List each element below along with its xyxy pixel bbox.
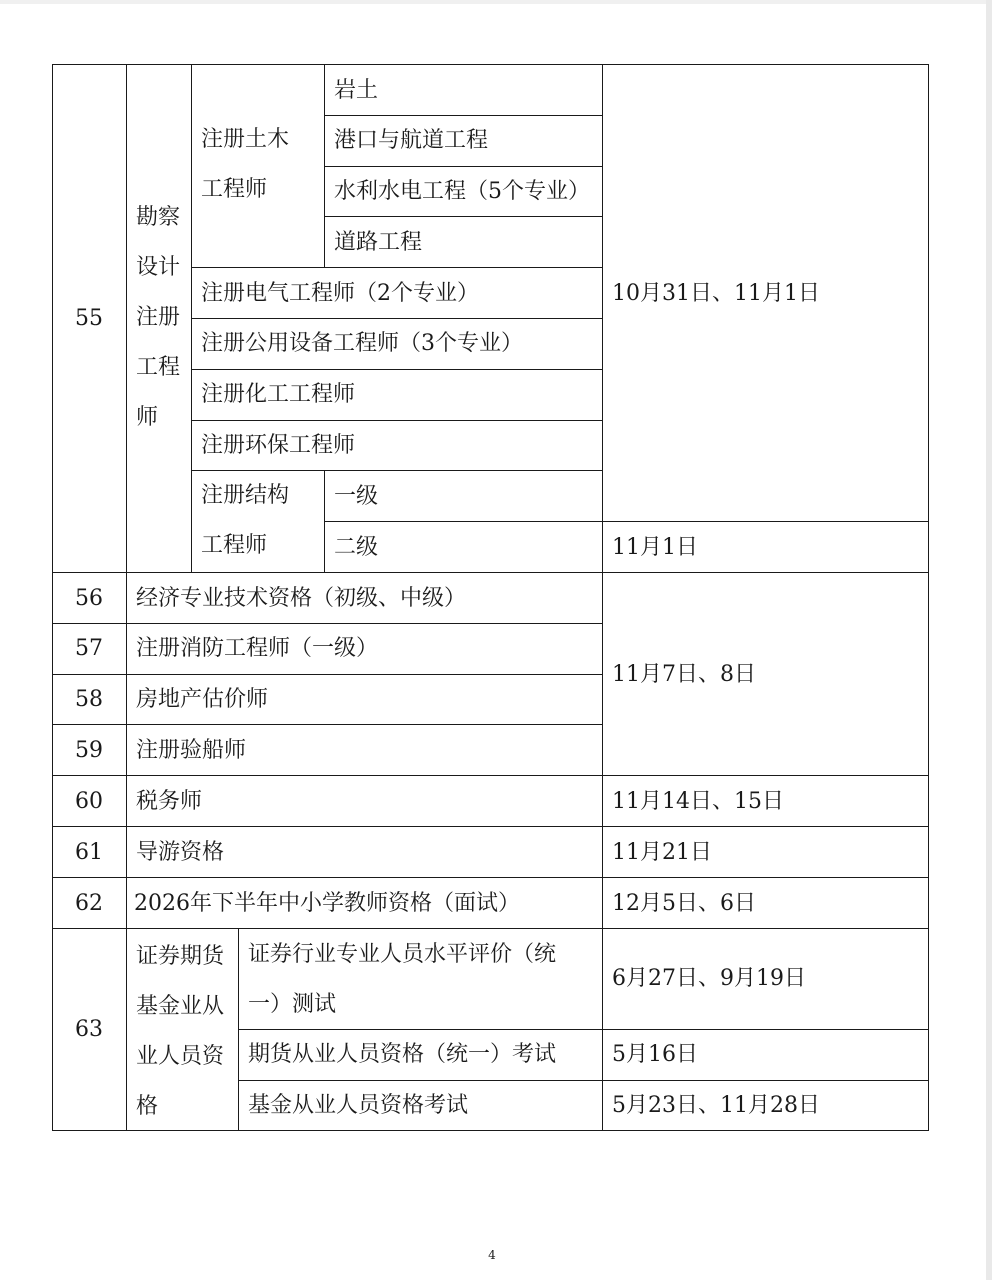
rule: [52, 928, 929, 929]
exam-name-cell: 导游资格: [136, 840, 225, 865]
exam-date-cell: 5月23日、11月28日: [612, 1093, 820, 1118]
rule: [324, 64, 325, 268]
exam-name-cell: 2026年下半年中小学教师资格（面试）: [134, 891, 520, 916]
row-number: 58: [75, 687, 103, 712]
exam-date-cell: 10月31日、11月1日: [612, 281, 820, 306]
major-cell: 道路工程: [334, 230, 423, 255]
rule: [52, 674, 603, 675]
exam-date-cell: 11月1日: [612, 535, 698, 560]
exam-name-cell: 注册消防工程师（一级）: [136, 636, 379, 661]
row-number: 59: [75, 738, 103, 763]
rule: [52, 572, 929, 573]
rule: [52, 877, 929, 878]
exam-date-cell: 5月16日: [612, 1042, 698, 1067]
exam-name-cell: 注册公用设备工程师（3个专业）: [201, 331, 523, 356]
major-cell: 岩土: [334, 78, 379, 103]
rule: [191, 64, 192, 572]
row-number: 63: [75, 1017, 103, 1042]
rule: [238, 1080, 929, 1081]
rule: [191, 420, 603, 421]
exam-name-cell: 房地产估价师: [136, 687, 269, 712]
exam-name-cell: 经济专业技术资格（初级、中级）: [136, 586, 467, 611]
rule: [238, 928, 239, 1131]
exam-date-cell: 6月27日、9月19日: [612, 966, 806, 991]
rule: [191, 318, 603, 319]
rule: [52, 826, 929, 827]
row-number: 56: [75, 586, 103, 611]
rule: [126, 64, 127, 1131]
rule: [602, 64, 603, 1131]
rule: [324, 166, 603, 167]
row-number: 62: [75, 891, 103, 916]
major-cell: 港口与航道工程: [334, 128, 489, 153]
rule: [52, 775, 929, 776]
rule: [324, 216, 603, 217]
rule: [324, 115, 603, 116]
row-number: 60: [75, 789, 103, 814]
level-cell: 二级: [334, 535, 379, 560]
rule: [191, 267, 603, 268]
page-number: 4: [488, 1248, 496, 1262]
rule: [191, 369, 603, 370]
row-number: 55: [75, 306, 103, 331]
rule: [928, 64, 929, 1131]
category-cell: 证券期货基金业从业人员资格: [136, 944, 225, 1119]
row-number: 61: [75, 840, 103, 865]
exam-name-cell: 注册验船师: [136, 738, 247, 763]
exam-name-cell: 期货从业人员资格（统一）考试: [248, 1042, 557, 1067]
top-shade: [0, 0, 992, 4]
category-cell: 勘察设计注册工程师: [136, 205, 181, 430]
exam-date-cell: 12月5日、6日: [612, 891, 756, 916]
major-cell: 水利水电工程（5个专业）: [334, 179, 590, 204]
exam-name-cell: 基金从业人员资格考试: [248, 1093, 469, 1118]
structural-engineer-label: 注册结构工程师: [201, 483, 290, 558]
exam-name-cell: 税务师: [136, 789, 203, 814]
rule: [324, 521, 929, 522]
civil-engineer-label: 注册土木工程师: [201, 127, 290, 202]
rule: [52, 64, 929, 65]
level-cell: 一级: [334, 484, 379, 509]
rule: [52, 623, 603, 624]
row-number: 57: [75, 636, 103, 661]
exam-name-cell: 证券行业专业人员水平评价（统一）测试: [248, 942, 557, 1017]
exam-date-cell: 11月7日、8日: [612, 662, 756, 687]
exam-name-cell: 注册电气工程师（2个专业）: [201, 281, 479, 306]
exam-name-cell: 注册环保工程师: [201, 433, 356, 458]
rule: [52, 724, 603, 725]
exam-date-cell: 11月21日: [612, 840, 712, 865]
exam-name-cell: 注册化工工程师: [201, 382, 356, 407]
page-edge: [986, 0, 992, 1280]
exam-date-cell: 11月14日、15日: [612, 789, 784, 814]
rule: [324, 470, 325, 572]
